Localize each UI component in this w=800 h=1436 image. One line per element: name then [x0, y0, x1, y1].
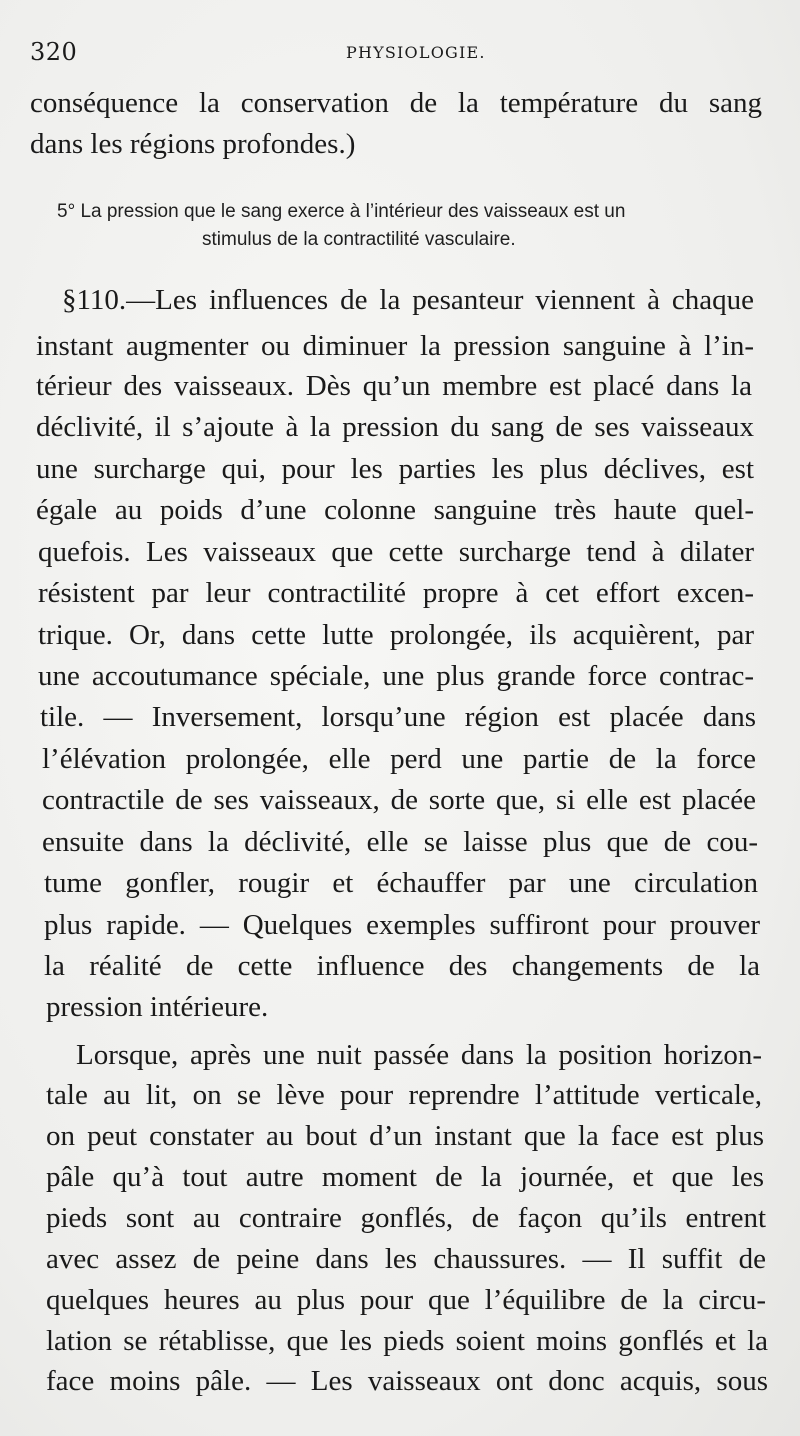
text-line: plus rapide. — Quelques exemples suffiront pour prouver	[44, 909, 760, 941]
text-line: instant augmenter ou diminuer la pression sanguine à l’in-	[36, 330, 754, 362]
text-line: pâle qu’à tout autre moment de la journée, et que les	[46, 1161, 764, 1193]
text-line: tale au lit, on se lève pour reprendre l’attitude verticale,	[46, 1079, 762, 1111]
text-line: quelques heures au plus pour que l’équilibre de la circu-	[46, 1284, 766, 1316]
text-line: avec assez de peine dans les chaussures. — Il suffit de	[46, 1243, 766, 1275]
text-line: dans les régions profondes.)	[30, 128, 356, 160]
text-line: une surcharge qui, pour les parties les plus déclives, est	[36, 453, 754, 485]
text-line: quefois. Les vaisseaux que cette surcharge tend à dilater	[38, 536, 754, 568]
text-line: contractile de ses vaisseaux, de sorte que, si elle est placée	[42, 784, 756, 816]
text-line: conséquence la conservation de la température du sang	[30, 87, 762, 119]
text-line: térieur des vaisseaux. Dès qu’un membre est placé dans la	[36, 370, 752, 402]
text-line: Lorsque, après une nuit passée dans la position horizon-	[76, 1039, 762, 1071]
page-header	[28, 38, 768, 74]
running-head: PHYSIOLOGIE.	[346, 43, 486, 62]
text-line: la réalité de cette influence des changements de la	[44, 950, 760, 982]
text-line: l’élévation prolongée, elle perd une partie de la force	[42, 743, 756, 775]
text-line: égale au poids d’une colonne sanguine très haute quel-	[36, 494, 754, 526]
text-line: pieds sont au contraire gonflés, de façon qu’ils entrent	[46, 1202, 766, 1234]
text-line: déclivité, il s’ajoute à la pression du sang de ses vaisseaux	[36, 411, 754, 443]
text-line: pression intérieure.	[46, 991, 269, 1023]
text-line: tume gonfler, rougir et échauffer par une circulation	[44, 867, 758, 899]
text-line: résistent par leur contractilité propre à cet effort excen-	[38, 577, 754, 609]
text-line: trique. Or, dans cette lutte prolongée, ils acquièrent, par	[38, 619, 754, 651]
note-line: 5° La pression que le sang exerce à l’intérieur des vaisseaux est un	[57, 201, 626, 222]
text-line: lation se rétablisse, que les pieds soient moins gonflés et la	[46, 1325, 768, 1357]
note-line: stimulus de la contractilité vasculaire.	[202, 229, 516, 250]
text-line: une accoutumance spéciale, une plus grande force contrac-	[38, 660, 754, 692]
text-line: §110.—Les influences de la pesanteur viennent à chaque	[62, 284, 754, 316]
text-line: tile. — Inversement, lorsqu’une région est placée dans	[40, 701, 756, 733]
text-line: face moins pâle. — Les vaisseaux ont donc acquis, sous	[46, 1365, 768, 1397]
text-line: ensuite dans la déclivité, elle se laisse plus que de cou-	[42, 826, 758, 858]
text-line: on peut constater au bout d’un instant que la face est plus	[46, 1120, 764, 1152]
page-number: 320	[30, 38, 78, 66]
